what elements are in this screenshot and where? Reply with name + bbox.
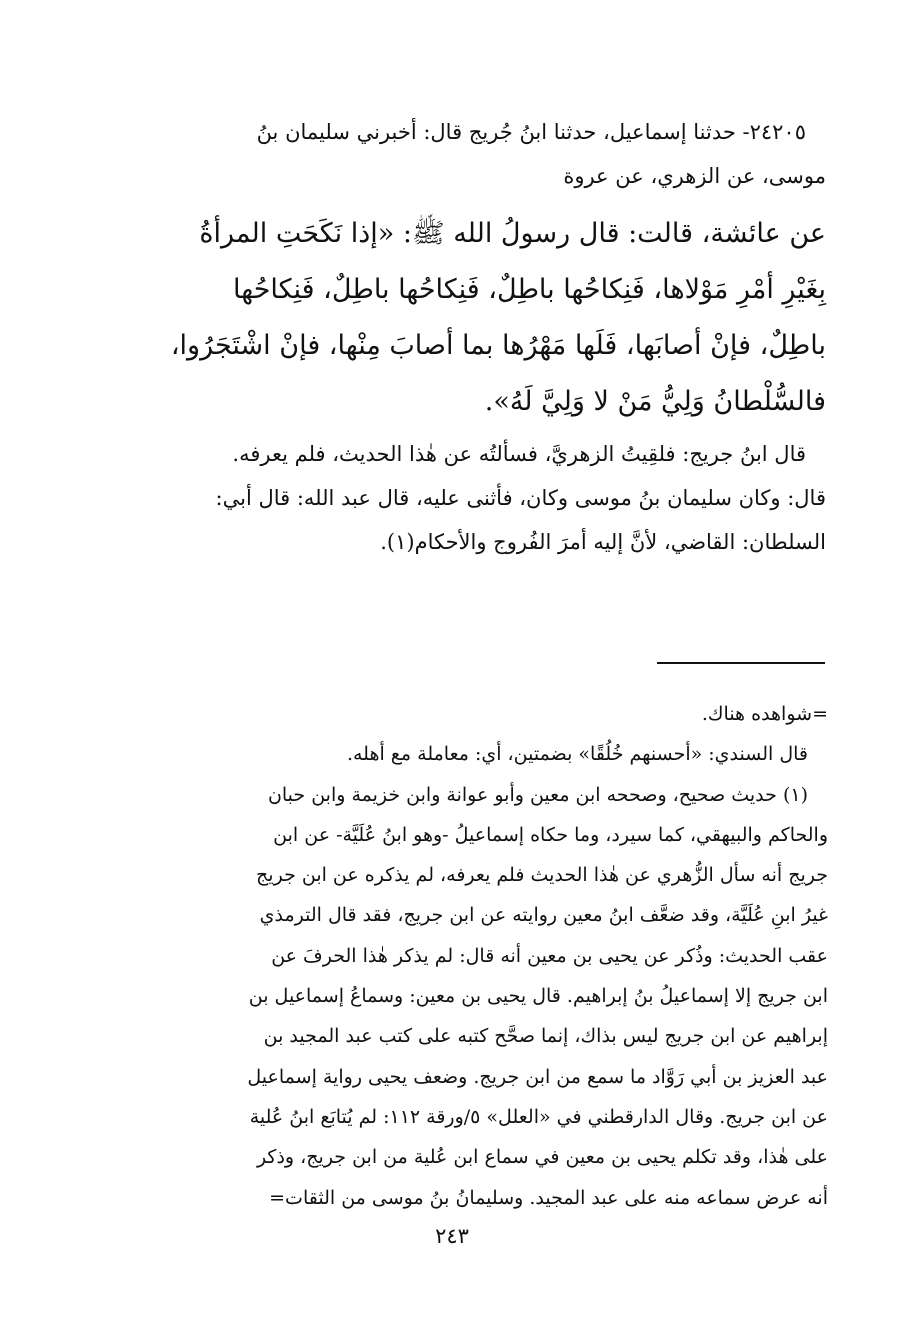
matn-line: عن عائشة، قالت: قال رسولُ الله ﷺ: «إذا نَكَحَتِ المرأةُ — [199, 218, 826, 249]
footnote-line: على هٰذا، وقد تكلم يحيى بن معين في سماع ابن عُلية من ابن جريج، وذكر — [256, 1146, 828, 1169]
footnote-line: عقب الحديث: وذُكر عن يحيى بن معين أنه قال: لم يذكر هٰذا الحرفَ عن — [271, 944, 828, 967]
matn-line: بِغَيْرِ أمْرِ مَوْلاها، فَنِكاحُها باطِلٌ، فَنِكاحُها باطِلٌ، فَنِكاحُها — [233, 274, 826, 305]
footnote-line: (١) حديث صحيح، وصححه ابن معين وأبو عوانة وابن خزيمة وابن حبان — [267, 783, 808, 806]
footnote-line: جريج أنه سأل الزُّهري عن هٰذا الحديث فلم يعرفه، لم يذكره عن ابن جريج — [256, 864, 828, 887]
matn-line: باطِلٌ، فإنْ أصابَها، فَلَها مَهْرُها بما أصابَ مِنْها، فإنْ اشْتَجَرُوا، — [170, 330, 826, 361]
hadith-isnad — [81, 110, 826, 198]
comment-line: السلطان: القاضي، لأنَّ إليه أمرَ الفُروج والأحكام(١). — [380, 530, 826, 554]
isnad-line: ٢٤٢٠٥- حدثنا إسماعيل، حدثنا ابنُ جُريج قال: أخبرني سليمان بنُ — [256, 120, 806, 144]
comment-line: قال ابنُ جريج: فلقِيتُ الزهريَّ، فسألتُه عن هٰذا الحديث، فلم يعرفه. — [232, 442, 806, 466]
footnote-separator — [657, 662, 825, 664]
footnote-line: أنه عرض سماعه منه على عبد المجيد. وسليمانُ بنُ موسى من الثقات= — [269, 1186, 828, 1209]
footnote-line: عبد العزيز بن أبي رَوَّاد ما سمع من ابن جريج. وضعف يحيى رواية إسماعيل — [247, 1065, 828, 1088]
footnote-line: إبراهيم عن ابن جريج ليس بذاك، إنما صحَّح كتبه على كتب عبد المجيد بن — [263, 1025, 828, 1048]
hadith-comment — [81, 432, 826, 564]
hadith-matn — [81, 206, 826, 430]
footnote-line: غيرُ ابنِ عُلَيَّة، وقد ضعَّف ابنُ معين روايته عن ابن جريج، فقد قال الترمذي — [259, 904, 828, 927]
footnote-line: والحاكم والبيهقي، كما سيرد، وما حكاه إسماعيلُ -وهو ابنُ عُلَيَّة- عن ابن — [273, 823, 828, 846]
footnote-line: ابن جريج إلا إسماعيلُ بنُ إبراهيم. قال يحيى بن معين: وسماعُ إسماعيل بن — [248, 985, 828, 1008]
footnote-line: عن ابن جريج. وقال الدارقطني في «العلل» ٥/ورقة ١١٢: لم يُتابَع ابنُ عُلية — [249, 1105, 828, 1128]
page-number: ٢٤٣ — [435, 1224, 469, 1248]
comment-line: قال: وكان سليمان بنُ موسى وكان، فأثنى عليه، قال عبد الله: قال أبي: — [215, 486, 826, 510]
footnotes — [76, 694, 828, 1218]
isnad-line: موسى، عن الزهري، عن عروة — [563, 164, 826, 188]
footnote-line: =شواهده هناك. — [701, 703, 828, 725]
matn-line: فالسُّلْطانُ وَلِيُّ مَنْ لا وَلِيَّ لَهُ». — [484, 386, 826, 417]
footnote-line: قال السندي: «أحسنهم خُلُقًا» بضمتين، أي: معاملة مع أهله. — [346, 743, 808, 766]
